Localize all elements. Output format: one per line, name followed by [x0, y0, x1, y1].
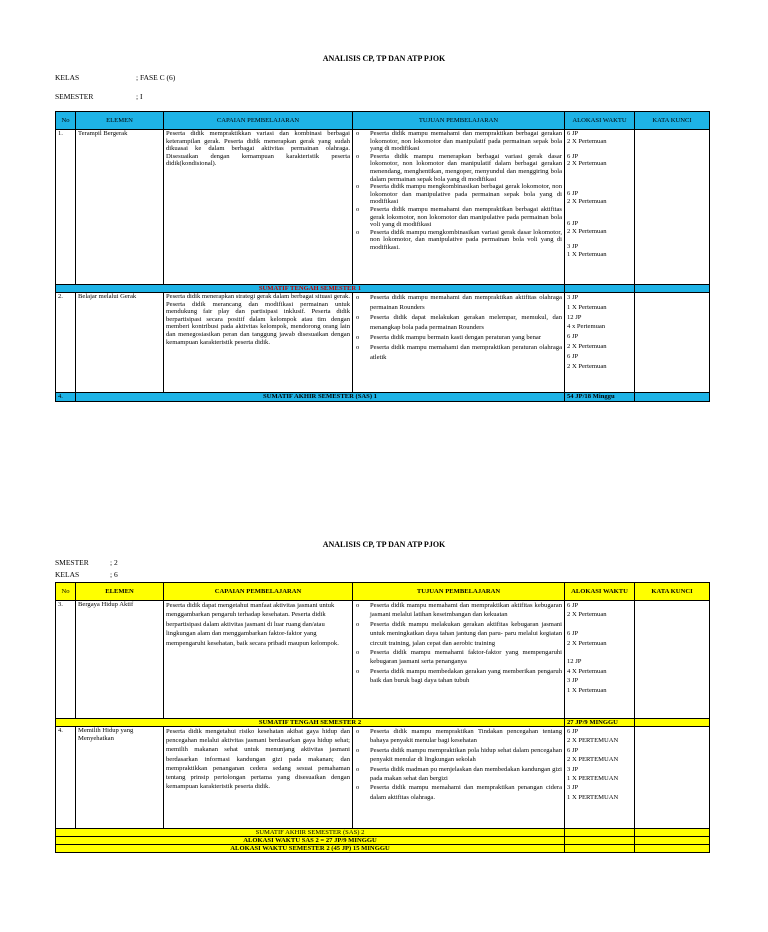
header-kata-kunci: KATA KUNCI	[635, 583, 710, 601]
alokasi-pertemuan: 2 X Pertemuan	[567, 611, 607, 619]
header-capaian: CAPAIAN PEMBELAJARAN	[164, 583, 353, 601]
list-item: o Peserta didik mampu memahami dan mempraktikan berbagai gerakan lokomotor, non lokomotor dan manipulatif pada permainan sepak bola yang di modifikasi	[355, 130, 562, 153]
list-item: o Peserta didik mampu mengkombinasikan variasi gerak dasar lokomotor, non lokomotor, dan manipulative pada permainan bola voli yang di modifikasi.	[355, 229, 562, 252]
page1-table	[55, 111, 710, 402]
row-tujuan	[353, 601, 565, 719]
alokasi-item: 3 JP	[567, 784, 579, 792]
alokasi-item: 2 X Pertemuan	[567, 342, 607, 350]
list-item: o Peserta didik mampu memahami dan mempraktikan aktifitas kebugaran jasmani melalui latihan keseimbangan dan kekuatan	[355, 601, 562, 620]
row-no: 1.	[56, 130, 76, 285]
alokasi-pertemuan: 2 X Pertemuan	[567, 160, 607, 168]
list-item: o Peserta didik mampu mempraktikan pola hidup sehat dalam pencegahan penyakit menular di lingkungan sekolah	[355, 746, 562, 765]
alokasi-item: 1 X Pertemuan	[567, 303, 607, 311]
alokasi-pertemuan: 1 X Pertemuan	[567, 250, 607, 258]
header-tujuan: TUJUAN PEMBELAJARAN	[353, 112, 565, 130]
alokasi-sas2-row	[56, 837, 710, 845]
row-alokasi	[565, 130, 635, 285]
row-capaian: Peserta didik mengetahui risiko kesehatan akibat gaya hidup dan pencegahan melalui aktivitas jasmani berdasarkan gaya hidup sehat; memilih makanan sehat untuk menunjang aktivitas jasmani berdasarkan informasi kandungan gizi pada makanan; dan mempraktikkan penanganan cedera sedang sesuai pemahaman tentang prinsip pertolongan pertama yang disesuaikan dengan kemampuan karakteristik peserta didik.	[164, 727, 353, 829]
row-elemen: Belajar melalui Gerak	[76, 293, 164, 393]
list-item: o Peserta didik mampu mengkombinasikan berbagai gerak lokomotor, non lokomotor dan manipulative pada permainan sepak bola yang di modifikasi	[355, 183, 562, 206]
alokasi-jp: 6 JP	[567, 189, 579, 197]
row-kata-kunci	[635, 130, 710, 285]
sts-row	[56, 285, 710, 293]
row-tujuan	[353, 130, 565, 285]
alokasi-pertemuan: 2 X Pertemuan	[567, 639, 607, 647]
alokasi-pertemuan: 1 X Pertemuan	[567, 686, 607, 694]
alokasi-pertemuan: 2 X Pertemuan	[567, 227, 607, 235]
header-elemen: ELEMEN	[76, 583, 164, 601]
alokasi-item: 3 JP	[567, 765, 579, 773]
alokasi-item: 6 JP	[567, 333, 579, 341]
alokasi-item: 6 JP	[567, 728, 579, 735]
list-item: o Peserta didik mampu bermain kasti dengan peraturan yang benar	[355, 333, 562, 343]
list-item: o Peserta didik mampu mempraktikan Tindakan pencegahan tentang bahaya penyakit menular bagi kesehatan	[355, 727, 562, 746]
row-elemen: Bergaya Hidup Aktif	[76, 601, 164, 719]
page2-table	[55, 582, 710, 853]
table-row	[56, 293, 710, 393]
alokasi-item: 1 X PERTEMUAN	[567, 775, 619, 783]
page1-title: ANALISIS CP, TP DAN ATP PJOK	[322, 54, 446, 63]
list-item: o Peserta didik mampu memahami faktor-faktor yang mempengaruhi kebugaran jasmani serta penanganya	[355, 648, 562, 667]
alokasi-sem2-label: ALOKASI WAKTU SEMESTER 2 (45 JP) 15 MINGGU	[56, 845, 565, 853]
list-item: o Peserta didik mampu memahami dan mempraktikan peraturan olahraga atletik	[355, 343, 562, 363]
alokasi-jp: 12 JP	[567, 658, 582, 666]
page2-semester-label: SMESTER	[55, 558, 89, 567]
header-no: No	[56, 583, 76, 601]
alokasi-pertemuan: 2 X Pertemuan	[567, 137, 607, 145]
alokasi-jp: 3 JP	[567, 677, 579, 685]
list-item: o Peserta didik mampu memahami dan mempraktikan berbagai aktifitas gerak lokomotor, non lokomotor dan manipulative pada permainan bola voli yang di modifikasi	[355, 206, 562, 229]
row-tujuan	[353, 727, 565, 829]
alokasi-item: 6 JP	[567, 352, 579, 360]
row-elemen: Memilih Hidup yang Menyehatkan	[76, 727, 164, 829]
row-capaian: Peserta didik dapat mengetahui manfaat aktivitas jasmani untuk menggambarkan pengaruh terhadap kesehatan. Peserta didik berpartisipasi dalam aktivitas jasmani di luar ruang dan/atau lingkungan alam dan menggambarkan faktor-faktor yang mempengaruhi kesehatan, baik secara pribadi maupun kelompok.	[164, 601, 353, 719]
header-capaian: CAPAIAN PEMBELAJARAN	[164, 112, 353, 130]
row-no: 2.	[56, 293, 76, 393]
list-item: o Peserta didik mampu menerapkan berbagai variasi gerak dasar lokomotor, non lokomotor dan manipulatif dalam berbagai gerakan menendang, menghentikan, mengoper, menyundul dan menggiring bola dalam permainan sepak bola yang di modifikasi	[355, 153, 562, 183]
sas-row	[56, 393, 710, 402]
header-kata-kunci: KATA KUNCI	[635, 112, 710, 130]
row-no: 3.	[56, 601, 76, 719]
page1-semester-value: ; I	[136, 92, 143, 101]
row-alokasi	[565, 293, 635, 393]
row-kata-kunci	[635, 727, 710, 829]
sas-label: SUMATIF AKHIR SEMESTER (SAS) 2	[56, 829, 565, 837]
sas-no: 4.	[56, 393, 76, 402]
alokasi-item: 2 X Pertemuan	[567, 362, 607, 370]
alokasi-item: 12 JP	[567, 313, 582, 321]
sts-label: SUMATIF TENGAH SEMESTER 2	[56, 719, 565, 727]
table-row	[56, 601, 710, 719]
row-elemen: Terampil Bergerak	[76, 130, 164, 285]
page1-kelas-label: KELAS	[55, 73, 80, 82]
row-capaian: Peserta didik mempraktikkan variasi dan kombinasi berbagai keterampilan gerak. Peserta didik menerapkan gerak yang sudah dikuasai ke dalam berbagai aktivitas permainan olahraga. Disesuaikan dengan kemampuan karakteristik peserta didik(kondisional).	[164, 130, 353, 285]
alokasi-item: 6 JP	[567, 746, 579, 754]
sas-label: SUMATIF AKHIR SEMESTER (SAS) 1	[76, 393, 565, 402]
page1-kelas-value: ; FASE C (6)	[136, 73, 176, 82]
list-item: o Peserta didik mampu memahami dan mempraktikan penangan cidera dalam aktifitas olahraga.	[355, 783, 562, 802]
alokasi-item: 4 x Pertemuan	[567, 323, 606, 331]
alokasi-pertemuan: 2 X Pertemuan	[567, 197, 607, 205]
row-alokasi	[565, 601, 635, 719]
list-item: o Peserta didik mampu membedakan gerakan yang memberikan pengaruh baik dan buruk bagi daya tahan tubuh	[355, 667, 562, 686]
header-tujuan: TUJUAN PEMBELAJARAN	[353, 583, 565, 601]
list-item: o Peserta didik dapat melakukan gerakan melempar, memukul, dan menangkap bola pada permainan Rounders	[355, 313, 562, 333]
row-kata-kunci	[635, 601, 710, 719]
sts-row	[56, 719, 710, 727]
page2-kelas-label: KELAS	[55, 570, 80, 579]
list-item: o Peserta didik madman pu menjelaskan dan membedakan kandungan gizi pada makan sehat dan bergizi	[355, 765, 562, 784]
alokasi-pertemuan: 4 X Pertemuan	[567, 667, 607, 675]
alokasi-jp: 6 JP	[567, 152, 579, 160]
row-tujuan	[353, 293, 565, 393]
alokasi-item: 1 X PERTEMUAN	[567, 793, 619, 801]
page2-title: ANALISIS CP, TP DAN ATP PJOK	[322, 540, 446, 549]
page1-semester-label: SEMESTER	[55, 92, 94, 101]
sas-row	[56, 829, 710, 837]
header-elemen: ELEMEN	[76, 112, 164, 130]
sts-alokasi: 27 JP/9 MINGGU	[565, 719, 635, 727]
header-alokasi: ALOKASI WAKTU	[565, 112, 635, 130]
header-no: No	[56, 112, 76, 130]
alokasi-sem2-row	[56, 845, 710, 853]
row-kata-kunci	[635, 293, 710, 393]
table-row	[56, 130, 710, 285]
alokasi-jp: 6 JP	[567, 130, 579, 137]
alokasi-item: 2 X PERTEMUAN	[567, 737, 619, 745]
list-item: o Peserta didik mampu memahami dan mempraktikan aktifitas olahraga permainan Rounders	[355, 293, 562, 313]
alokasi-jp: 6 JP	[567, 630, 579, 638]
header-alokasi: ALOKASI WAKTU	[565, 583, 635, 601]
alokasi-item: 3 JP	[567, 294, 579, 301]
list-item: o Peserta didik mampu melakukan gerakan aktifitas kebugaran jasmani untuk meningkatkan daya tahan jantung dan paru- paru melalui kegiatan circuit training, jalan cepat dan aerobic training	[355, 620, 562, 648]
row-no: 4.	[56, 727, 76, 829]
sts-label: SUMATIF TENGAH SEMESTER 1	[56, 285, 565, 293]
row-alokasi	[565, 727, 635, 829]
alokasi-jp: 6 JP	[567, 602, 579, 609]
alokasi-jp: 6 JP	[567, 220, 579, 228]
row-capaian: Peserta didik menerapkan strategi gerak dalam berbagai situasi gerak. Peserta didik merancang dan modifikasi permainan untuk mendukung fair play dan partisipasi inklusif. Peserta didik berpartisipasi secara positif dalam kelompok atau tim dengan memberi kontribusi pada aktivitas kelompok, mendorong orang lain dan menegosiasikan peran dan tanggung jawab disesuaikan dengan kemampuan karakteristik peserta didik.	[164, 293, 353, 393]
page2-kelas-value: ; 6	[110, 570, 118, 579]
page2-semester-value: ; 2	[110, 558, 118, 567]
alokasi-jp: 3 JP	[567, 242, 579, 250]
table-row	[56, 727, 710, 829]
sas-alokasi: 54 JP/18 Minggu	[565, 393, 635, 402]
alokasi-sas2-label: ALOKASI WAKTU SAS 2 = 27 JP/9 MINGGU	[56, 837, 565, 845]
alokasi-item: 2 X PERTEMUAN	[567, 756, 619, 764]
